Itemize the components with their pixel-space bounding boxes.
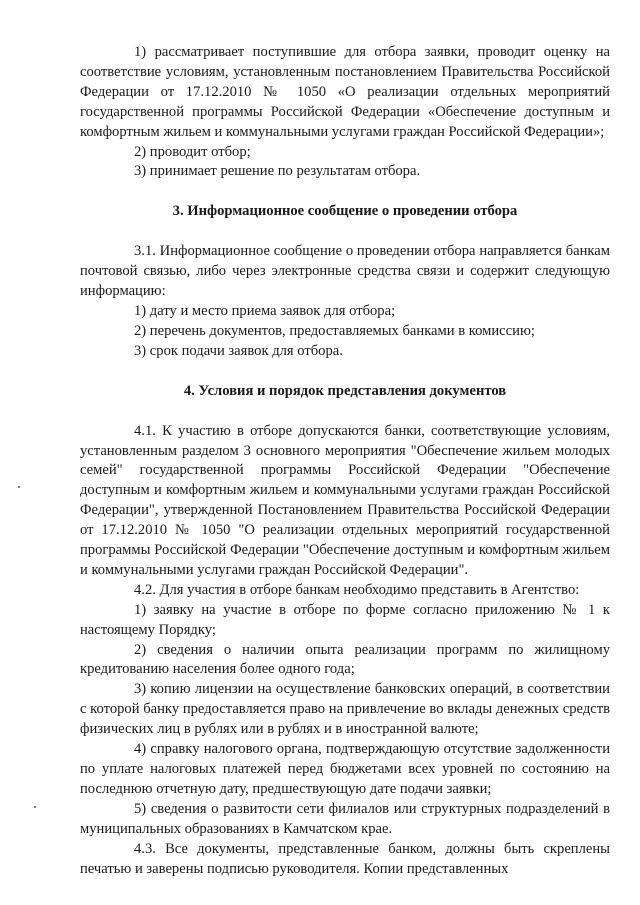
section-4-item-4: 4) справку налогового органа, подтверждающую отсутствие задолженности по уплате налоговых платежей перед бюджетами всех уровней по состоянию на последнюю отчетную дату, предшествующую дате подачи заявки;: [80, 741, 610, 797]
section-4-paragraph-2: 4.2. Для участия в отборе банкам необходимо представить в Агентство:: [134, 581, 580, 598]
document-body: [80, 43, 610, 879]
section-4-item-2: 2) сведения о наличии опыта реализации программ по жилищному кредитованию населения более одного года;: [80, 641, 610, 678]
intro-item-3: 3) принимает решение по результатам отбора.: [134, 163, 421, 180]
section-3-paragraph-1: 3.1. Информационное сообщение о проведении отбора направляется банкам почтовой связью, либо через электронные средства связи и содержит следующую информацию:: [80, 243, 610, 300]
section-4-item-1: 1) заявку на участие в отборе по форме согласно приложению № 1 к настоящему Порядку;: [80, 601, 610, 638]
intro-item-2: 2) проводит отбор;: [134, 143, 251, 160]
section-4-heading: 4. Условия и порядок представления документов: [183, 382, 507, 399]
section-4-item-5: 5) сведения о развитости сети филиалов или структурных подразделений в муниципальных образованиях в Камчатском крае.: [80, 800, 610, 837]
section-4-paragraph-3: 4.3. Все документы, представленные банком, должны быть скреплены печатью и заверены подписью руководителя. Копии представленных: [80, 840, 610, 877]
section-4-paragraph-1: 4.1. К участию в отборе допускаются банки, соответствующие условиям, установленным разделом 3 основного мероприятия "Обеспечение жильем молодых семей" государственной программы Российской Федерации "Обеспечение доступным и комфортным жильем и коммунальными услугами граждан Российской Федерации", утвержденной Постановлением Правительства Российской Федерации от 17.12.2010 № 1050 "О реализации отдельных мероприятий государственной программы Российской Федерации "Обеспечение доступным и комфортным жильем и коммунальными услугами граждан Российской Федерации".: [80, 422, 610, 578]
section-3-item-3: 3) срок подачи заявок для отбора.: [134, 342, 343, 359]
section-4-item-3: 3) копию лицензии на осуществление банковских операций, в соответствии с которой банку предоставляется право на привлечение во вклады денежных средств физических лиц в рублях или в рублях и в иностранной валюте;: [80, 681, 610, 738]
section-3-heading: 3. Информационное сообщение о проведении отбора: [172, 203, 518, 220]
intro-item-1: 1) рассматривает поступившие для отбора заявки, проводит оценку на соответствие условиям, установленным постановлением Правительства Российской Федерации от 17.12.2010 № 1050 «О реализации отдельных мероприятий государственной программы Российской Федерации «Обеспечение доступным и комфортным жильем и коммунальными услугами граждан Российской Федерации»;: [80, 44, 610, 140]
section-3-item-1: 1) дату и место приема заявок для отбора;: [134, 302, 396, 319]
scan-speck: [34, 806, 36, 808]
section-3-item-2: 2) перечень документов, предоставляемых банками в комиссию;: [134, 322, 535, 339]
scan-speck: [18, 486, 20, 488]
